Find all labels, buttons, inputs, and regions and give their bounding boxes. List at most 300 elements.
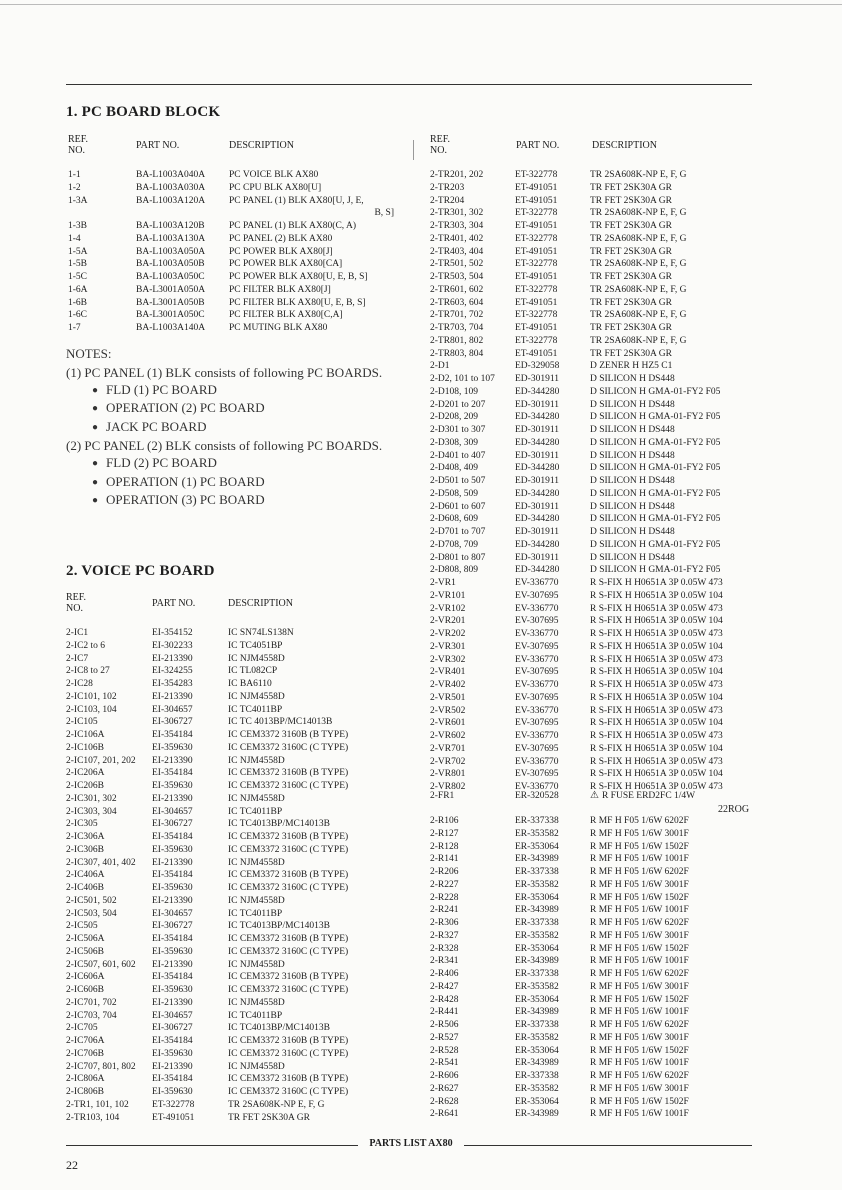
table-row (430, 866, 760, 879)
part-cell: EV-336770 (515, 756, 559, 767)
ref-cell: 2-VR601 (430, 718, 466, 729)
ref-cell: 2-IC701, 702 (66, 997, 117, 1008)
note-list-item: ● OPERATION (3) PC BOARD (92, 492, 390, 511)
table-row (430, 475, 760, 488)
table-row (66, 691, 393, 704)
part-cell: EV-336770 (515, 680, 559, 690)
desc-cell: IC CEM3372 3160C (C TYPE) (228, 946, 349, 957)
part-cell: EI-213390 (152, 793, 193, 804)
table-row (430, 994, 760, 1007)
part-cell: EV-336770 (515, 578, 559, 588)
table-row (430, 488, 760, 501)
part-cell: BA-L1003A040A (136, 170, 206, 180)
desc-cell: IC SN74LS138N (228, 628, 294, 638)
table-row (430, 705, 760, 718)
ref-cell: 2-R628 (430, 1096, 459, 1107)
table-row (66, 806, 393, 819)
table-row (66, 908, 393, 921)
desc-cell: R MF H F05 1/6W 3001F (590, 1083, 689, 1094)
table-row (430, 717, 760, 730)
table-row (430, 968, 760, 981)
part-cell: ER-337338 (515, 1020, 559, 1030)
desc-cell: R MF H F05 1/6W 3001F (590, 879, 689, 890)
part-cell: EI-304657 (152, 806, 193, 817)
table-row (68, 322, 394, 335)
desc-cell: D SILICON H DS448 (590, 450, 675, 461)
table-row (430, 309, 760, 322)
table-row (430, 411, 760, 424)
ref-cell: 2-R128 (430, 841, 459, 852)
table-row (66, 678, 393, 691)
table-row (430, 207, 760, 220)
footer-rule-right (464, 1145, 752, 1146)
part-cell: ET-322778 (515, 208, 558, 219)
table-row (430, 943, 760, 956)
table-row (430, 526, 760, 539)
table-row (430, 892, 760, 905)
table-row (66, 1073, 393, 1086)
part-cell: ED-301911 (515, 450, 559, 461)
desc-cell: R S-FIX H H0651A 3P 0.05W 473 (590, 782, 723, 792)
ref-cell: 2-VR102 (430, 603, 466, 614)
ref-cell: 2-IC301, 302 (66, 793, 117, 804)
table-row (66, 933, 393, 946)
table-row (68, 309, 394, 322)
table-row (430, 322, 760, 335)
desc-cell: R S-FIX H H0651A 3P 0.05W 473 (590, 756, 723, 767)
table-row (430, 841, 760, 854)
table-row (430, 1070, 760, 1083)
ref-cell: 2-R541 (430, 1058, 459, 1069)
ref-cell: 2-D708, 709 (430, 539, 479, 550)
desc-cell: R S-FIX H H0651A 3P 0.05W 104 (590, 692, 723, 703)
table-row (66, 742, 393, 755)
desc-cell: D SILICON H GMA-01-FY2 F05 (590, 412, 721, 423)
ref-cell: 2-R427 (430, 981, 459, 992)
part-cell: ET-322778 (515, 233, 558, 244)
desc-cell: IC NJM4558D (228, 857, 285, 868)
part-cell: EI-304657 (152, 704, 193, 715)
desc-cell: R S-FIX H H0651A 3P 0.05W 104 (590, 590, 723, 601)
table-row (66, 1010, 393, 1023)
table-row (430, 654, 760, 667)
voice-pc-board-table (66, 627, 393, 1124)
table-row (430, 615, 760, 628)
desc-cell: TR 2SA608K-NP E, F, G (590, 259, 687, 270)
part-cell: ER-337338 (515, 816, 559, 826)
desc-cell: R MF H F05 1/6W 1502F (590, 943, 689, 954)
desc-cell: R MF H F05 1/6W 1001F (590, 905, 689, 916)
desc-cell: IC CEM3372 3160B (B TYPE) (228, 1036, 349, 1046)
desc-cell: R MF H F05 1/6W 3001F (590, 930, 689, 941)
table-row (66, 767, 393, 780)
ref-cell: 2-IC503, 504 (66, 908, 117, 919)
table-row (430, 666, 760, 679)
part-cell: EV-336770 (515, 654, 559, 665)
table-row (430, 182, 760, 195)
part-cell: EV-336770 (515, 629, 559, 639)
desc-cell: PC POWER BLK AX80[U, E, B, S] (229, 272, 368, 282)
part-cell: ED-301911 (515, 476, 559, 486)
ref-cell: 2-VR1 (430, 578, 456, 588)
desc-cell: PC VOICE BLK AX80 (229, 170, 319, 180)
table-row (430, 628, 760, 641)
ref-cell: 2-IC306B (66, 844, 104, 855)
desc-cell: D SILICON H GMA-01-FY2 F05 (590, 565, 721, 576)
desc-cell: PC FILTER BLK AX80[U, E, B, S] (229, 297, 366, 308)
table-row (68, 169, 394, 182)
table-row (66, 1022, 393, 1035)
part-cell: EI-213390 (152, 653, 193, 664)
desc-cell: R MF H F05 1/6W 1001F (590, 854, 689, 865)
ref-cell: 2-VR602 (430, 731, 466, 741)
part-cell: ED-301911 (515, 374, 559, 384)
table-row (430, 360, 760, 373)
s2-header-desc: DESCRIPTION (228, 598, 294, 609)
ref-cell: 2-TR801, 802 (430, 335, 484, 346)
ref-cell: 2-R441 (430, 1007, 459, 1018)
ref-cell: 2-R528 (430, 1045, 459, 1056)
table-row (68, 258, 394, 271)
ref-cell: 2-IC501, 502 (66, 895, 117, 906)
table-row (430, 828, 760, 841)
part-cell: EI-213390 (152, 691, 193, 702)
s2-header-ref: REF. NO. (66, 592, 87, 614)
desc-cell: R MF H F05 1/6W 1502F (590, 1096, 689, 1107)
table-row (66, 755, 393, 768)
table-row (430, 284, 760, 297)
desc-cell: IC TC4011BP (228, 908, 283, 919)
ref-cell: 2-D701 to 707 (430, 527, 486, 537)
ref-cell: 2-TR201, 202 (430, 170, 484, 180)
part-cell: ED-301911 (515, 501, 559, 512)
part-cell: EV-307695 (515, 641, 559, 652)
part-cell: EI-354184 (152, 730, 193, 740)
desc-cell: IC CEM3372 3160C (C TYPE) (228, 781, 349, 791)
ref-cell: 1-2 (68, 182, 81, 193)
desc-cell: R MF H F05 1/6W 1502F (590, 841, 689, 852)
ref-cell: 2-IC206B (66, 781, 104, 791)
part-cell: ER-337338 (515, 1071, 559, 1081)
ref-cell: 1-3A (68, 195, 88, 206)
note-list-item: ● FLD (2) PC BOARD (92, 455, 390, 474)
part-cell: EI-354184 (152, 934, 193, 944)
s2-header-part: PART NO. (152, 598, 196, 609)
desc-cell: R S-FIX H H0651A 3P 0.05W 473 (590, 603, 723, 614)
table-row (430, 577, 760, 590)
ref-cell: 2-TR203 (430, 182, 465, 193)
desc-cell: IC TC4013BP/MC14013B (228, 1023, 330, 1034)
desc-cell: PC FILTER BLK AX80[C,A] (229, 310, 343, 321)
desc-cell: IC CEM3372 3160B (B TYPE) (228, 768, 349, 779)
ref-cell: 2-TR601, 602 (430, 284, 484, 295)
ref-cell: 2-R228 (430, 892, 459, 903)
part-cell: EI-359630 (152, 781, 193, 791)
table-row (66, 627, 393, 640)
desc-cell: R MF H F05 1/6W 1502F (590, 1045, 689, 1056)
table-row (66, 716, 393, 729)
desc-cell: IC CEM3372 3160B (B TYPE) (228, 934, 349, 944)
table-row (66, 920, 393, 933)
ref-cell: 2-VR801 (430, 769, 466, 780)
ref-cell: 2-IC106B (66, 742, 104, 753)
desc-cell: D SILICON H DS448 (590, 425, 675, 435)
part-cell: ER-343989 (515, 905, 559, 916)
ref-cell: 2-VR302 (430, 654, 466, 665)
ref-cell: 2-FR1 (430, 791, 455, 801)
ref-cell: 2-IC306A (66, 832, 105, 842)
desc-cell: R S-FIX H H0651A 3P 0.05W 473 (590, 731, 723, 741)
part-cell: ED-344280 (515, 565, 560, 576)
desc-cell: TR 2SA608K-NP E, F, G (590, 233, 687, 244)
ref-cell: 2-R641 (430, 1109, 459, 1120)
desc-cell: R MF H F05 1/6W 1001F (590, 956, 689, 967)
table-row (68, 297, 394, 310)
ref-cell: 2-IC806B (66, 1087, 104, 1097)
desc-cell: IC NJM4558D (228, 959, 285, 970)
desc-cell: R S-FIX H H0651A 3P 0.05W 473 (590, 680, 723, 690)
note-1: (1) PC PANEL (1) BLK consists of following PC BOARDS. (66, 364, 383, 380)
part-cell: EV-307695 (515, 718, 559, 729)
part-cell: ET-491051 (515, 323, 558, 333)
part-cell: EI-354184 (152, 1074, 193, 1085)
table-row (66, 780, 393, 793)
ref-cell: 1-5B (68, 259, 87, 270)
desc-cell: D SILICON H DS448 (590, 399, 675, 410)
ref-cell: 2-TR703, 704 (430, 323, 484, 333)
part-cell: EI-359630 (152, 946, 193, 957)
ref-cell: 2-R341 (430, 956, 459, 967)
ref-cell: 1-6B (68, 297, 87, 308)
ref-cell: 2-R506 (430, 1020, 459, 1030)
part-cell: ER-353582 (515, 1032, 559, 1043)
desc-cell: ⚠ R FUSE ERD2FC 1/4W (590, 790, 696, 801)
part-cell: ER-353064 (515, 1045, 559, 1056)
revision-code: 22ROG (718, 804, 750, 815)
part-cell: ED-344280 (515, 437, 560, 448)
part-cell: ED-344280 (515, 539, 560, 550)
part-cell: EI-213390 (152, 755, 193, 766)
table-row (68, 207, 394, 220)
s1-header-desc: DESCRIPTION (229, 140, 295, 151)
ref-cell: 1-1 (68, 170, 81, 180)
part-cell: ER-337338 (515, 969, 559, 979)
ref-cell: 1-6C (68, 310, 87, 321)
top-edge-line (0, 4, 842, 5)
part-cell: ER-353582 (515, 828, 559, 839)
desc-cell: IC TC4011BP (228, 1010, 283, 1021)
table-row (66, 882, 393, 895)
part-cell: BA-L1003A140A (136, 323, 206, 333)
part-cell: EI-359630 (152, 844, 193, 855)
table-row (66, 665, 393, 678)
table-row (68, 195, 394, 208)
ref-cell: 2-VR401 (430, 667, 466, 678)
desc-cell: PC POWER BLK AX80[J] (229, 246, 333, 257)
ref-cell: 2-R306 (430, 918, 459, 928)
ref-cell: 2-IC303, 304 (66, 806, 117, 817)
note-list-item: ● OPERATION (2) PC BOARD (92, 400, 390, 419)
part-cell: EI-324255 (152, 666, 193, 677)
note-2-list (66, 455, 390, 511)
part-cell: ED-344280 (515, 488, 560, 499)
desc-cell: IC NJM4558D (228, 755, 285, 766)
desc-cell: TR FET 2SK30A GR (228, 1112, 310, 1123)
part-cell: ER-343989 (515, 1109, 559, 1120)
part-cell: EI-359630 (152, 1087, 193, 1097)
table-row (66, 1048, 393, 1061)
desc-cell: R S-FIX H H0651A 3P 0.05W 104 (590, 743, 723, 754)
part-cell: EI-354184 (152, 832, 193, 842)
part-cell: ER-337338 (515, 918, 559, 928)
part-cell: ET-491051 (515, 221, 558, 231)
table-row (430, 853, 760, 866)
ref-cell: 2-R227 (430, 879, 459, 890)
part-cell: ET-491051 (515, 246, 558, 257)
ref-cell: 2-TR303, 304 (430, 221, 484, 231)
table-row (430, 501, 760, 514)
desc-cell: TR FET 2SK30A GR (590, 221, 672, 231)
ref-cell: 2-IC505 (66, 921, 98, 932)
desc-cell: IC CEM3372 3160C (C TYPE) (228, 844, 349, 855)
desc-cell: IC CEM3372 3160C (C TYPE) (228, 883, 349, 893)
table-row (430, 437, 760, 450)
part-cell: EI-359630 (152, 883, 193, 893)
part-cell: BA-L1003A120A (136, 195, 206, 206)
part-cell: EI-354184 (152, 768, 193, 779)
part-cell: EI-354184 (152, 870, 193, 881)
desc-cell: IC CEM3372 3160B (B TYPE) (228, 1074, 349, 1085)
ref-cell: 2-VR802 (430, 782, 466, 792)
table-row (66, 1086, 393, 1099)
ref-cell: 2-D501 to 507 (430, 476, 486, 486)
r-header-ref: REF. NO. (430, 134, 451, 156)
ref-cell: 2-R206 (430, 867, 459, 877)
ref-cell: 2-TR803, 804 (430, 348, 484, 359)
table-row (430, 1057, 760, 1070)
desc-cell: D SILICON H DS448 (590, 476, 675, 486)
note-list-item: ● OPERATION (1) PC BOARD (92, 474, 390, 493)
part-cell: ED-301911 (515, 527, 559, 537)
ref-cell: 1-7 (68, 323, 81, 333)
note-list-item: ● FLD (1) PC BOARD (92, 382, 390, 401)
ref-cell: 2-R428 (430, 994, 459, 1005)
table-row (430, 879, 760, 892)
part-cell: EI-213390 (152, 997, 193, 1008)
desc-cell: D SILICON H GMA-01-FY2 F05 (590, 539, 721, 550)
part-cell: EI-306727 (152, 1023, 193, 1034)
ref-cell: 2-IC606B (66, 985, 104, 995)
desc-cell: R S-FIX H H0651A 3P 0.05W 473 (590, 654, 723, 665)
ref-cell: 2-IC305 (66, 819, 98, 830)
ref-cell: 2-IC706A (66, 1036, 105, 1046)
desc-cell: IC CEM3372 3160B (B TYPE) (228, 870, 349, 881)
part-cell: EV-307695 (515, 769, 559, 780)
ref-cell: 2-IC406B (66, 883, 104, 893)
ref-cell: 1-6A (68, 284, 88, 295)
part-cell: ED-344280 (515, 386, 560, 397)
fuse-row (430, 790, 760, 803)
part-cell: EI-304657 (152, 1010, 193, 1021)
ref-cell: 2-D308, 309 (430, 437, 479, 448)
desc-cell: IC NJM4558D (228, 691, 285, 702)
desc-cell: D SILICON H DS448 (590, 527, 675, 537)
part-cell: BA-L1003A120B (136, 221, 205, 231)
desc-cell: D SILICON H GMA-01-FY2 F05 (590, 437, 721, 448)
part-cell: ER-320528 (515, 791, 559, 801)
part-cell: ET-322778 (515, 284, 558, 295)
part-cell: ED-301911 (515, 399, 559, 410)
ref-cell: 2-TR204 (430, 195, 465, 206)
ref-cell: 2-TR301, 302 (430, 208, 484, 219)
ref-cell: 2-IC107, 201, 202 (66, 755, 136, 766)
part-cell: EV-336770 (515, 603, 559, 614)
ref-cell: 2-R141 (430, 854, 459, 865)
ref-cell: 2-D608, 609 (430, 514, 479, 525)
section-1-title: 1. PC BOARD BLOCK (66, 104, 221, 120)
desc-cell: D SILICON H GMA-01-FY2 F05 (590, 514, 721, 525)
table-row (66, 729, 393, 742)
desc-cell: PC PANEL (2) BLK AX80 (229, 233, 333, 244)
desc-cell: TR 2SA608K-NP E, F, G (228, 1099, 325, 1110)
table-row (430, 679, 760, 692)
table-row (430, 348, 760, 361)
page-number: 22 (66, 1158, 78, 1172)
part-cell: ER-337338 (515, 867, 559, 877)
ref-cell: 2-IC506B (66, 946, 104, 957)
part-cell: BA-L1003A030A (136, 182, 206, 193)
part-cell: EI-359630 (152, 1048, 193, 1059)
part-cell: ET-491051 (515, 297, 558, 308)
ref-cell: 2-R241 (430, 905, 459, 916)
right-parts-table-b (430, 815, 760, 1121)
part-cell: ER-353582 (515, 1083, 559, 1094)
table-row (66, 895, 393, 908)
ref-cell: 2-TR401, 402 (430, 233, 484, 244)
desc-cell: IC NJM4558D (228, 653, 285, 664)
part-cell: EI-213390 (152, 959, 193, 970)
desc-cell: R S-FIX H H0651A 3P 0.05W 104 (590, 616, 723, 627)
part-cell: EI-306727 (152, 921, 193, 932)
desc-cell: TR FET 2SK30A GR (590, 348, 672, 359)
table-row (430, 730, 760, 743)
table-row (66, 997, 393, 1010)
desc-cell: IC TC 4013BP/MC14013B (228, 717, 333, 728)
ref-cell: 2-D408, 409 (430, 463, 479, 474)
desc-cell: R MF H F05 1/6W 3001F (590, 981, 689, 992)
part-cell: BA-L3001A050A (136, 284, 206, 295)
part-cell: ED-329058 (515, 361, 560, 372)
ref-cell: 2-VR702 (430, 756, 466, 767)
part-cell: EV-336770 (515, 731, 559, 741)
desc-cell: IC CEM3372 3160C (C TYPE) (228, 985, 349, 995)
part-cell: EV-307695 (515, 743, 559, 754)
table-row (66, 704, 393, 717)
table-row (430, 246, 760, 259)
desc-cell: PC CPU BLK AX80[U] (229, 182, 322, 193)
table-row (430, 743, 760, 756)
desc-cell: IC TC4051BP (228, 640, 283, 651)
warning-icon: ⚠ (590, 790, 599, 801)
desc-cell: IC TL082CP (228, 666, 278, 677)
table-row (430, 386, 760, 399)
notes-block (66, 346, 390, 511)
table-row (430, 1108, 760, 1121)
ref-cell: 2-R527 (430, 1032, 459, 1043)
desc-cell: IC CEM3372 3160C (C TYPE) (228, 742, 349, 753)
part-cell: EV-307695 (515, 590, 559, 601)
desc-cell: R S-FIX H H0651A 3P 0.05W 104 (590, 641, 723, 652)
